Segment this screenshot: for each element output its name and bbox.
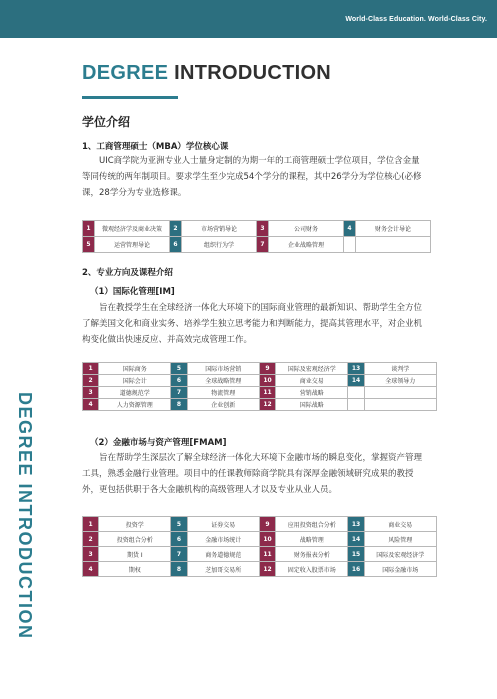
course-name: 商务道德规范 [187,547,259,562]
page-heading [82,62,331,85]
course-number: 6 [171,375,187,387]
course-name: 全球领导力 [364,375,436,387]
course-number: 8 [171,399,187,411]
course-name: 谈判学 [364,363,436,375]
course-name [356,237,431,253]
course-name: 芝加哥交易所 [187,562,259,577]
course-name: 商业交易 [364,517,436,532]
course-number: 5 [83,237,95,253]
course-name: 营销战略 [276,387,348,399]
course-number: 2 [83,532,99,547]
heading-word-introduction: INTRODUCTION [174,62,332,84]
course-name: 投资学 [99,517,171,532]
course-number: 7 [257,237,269,253]
course-name: 道德规范学 [99,387,171,399]
course-name: 国际及宏观经济学 [364,547,436,562]
course-name: 财务会计导论 [356,221,431,237]
mba-subtitle: 1、工商管理硕士（MBA）学位核心课 [82,142,229,152]
header-bar [0,0,497,38]
course-number: 4 [344,221,356,237]
course-name: 投资组合分析 [99,532,171,547]
mba-core-course-table [82,220,431,253]
course-number: 10 [259,532,275,547]
course-name: 战略管理 [276,532,348,547]
course-number: 12 [259,562,275,577]
heading-word-degree: DEGREE [82,62,169,84]
course-number: 1 [83,221,95,237]
course-name: 应用投资组合分析 [276,517,348,532]
fam-subtitle: （2）金融市场与资产管理[FMAM] [90,438,227,448]
course-number: 4 [83,562,99,577]
course-row [83,532,437,547]
course-name [364,399,436,411]
course-number: 15 [348,547,364,562]
course-row [83,562,437,577]
course-row [83,221,431,237]
course-number: 6 [171,532,187,547]
course-row [83,399,437,411]
course-name: 企业战略管理 [269,237,344,253]
course-name [364,387,436,399]
im-subtitle: （1）国际化管理[IM] [90,287,175,297]
directions-subtitle: 2、专业方向及课程介绍 [82,268,173,278]
course-name: 商业交易 [276,375,348,387]
course-name: 证券交易 [187,517,259,532]
course-number: 11 [259,387,275,399]
course-number: 3 [83,547,99,562]
course-row [83,517,437,532]
course-name: 金融市场统计 [187,532,259,547]
course-name: 企业创新 [187,399,259,411]
course-name: 物流管理 [187,387,259,399]
course-number: 14 [348,532,364,547]
course-row [83,237,431,253]
course-number: 10 [259,375,275,387]
course-number: 6 [170,237,182,253]
course-row [83,547,437,562]
course-name: 组织行为学 [182,237,257,253]
mba-paragraph: UIC商学院为亚洲专业人士量身定制的为期一年的工商管理硕士学位项目，学位含金量等同传统的两年制项目。要求学生至少完成54个学分的课程，其中26学分为学位核心(必修课，28学分为专业选修课。 [82,156,422,198]
course-name: 国际战略 [276,399,348,411]
course-name: 公司财务 [269,221,344,237]
course-name: 财务报表分析 [276,547,348,562]
course-number: 16 [348,562,364,577]
course-name: 期货 I [99,547,171,562]
course-name: 国际商务 [99,363,171,375]
im-course-table [82,362,437,411]
course-number: 1 [83,517,99,532]
course-number: 13 [348,363,364,375]
fam-paragraph: 旨在帮助学生深层次了解全球经济一体化大环境下金融市场的瞬息变化，掌握资产管理工具，熟悉金融行业管理。项目中的任课教师除商学院具有深厚金融领域研究成果的教授外，更包括供职于各大金融机构的高级管理人才以及专业从业人员。 [82,453,423,495]
course-row [83,363,437,375]
course-number: 5 [171,363,187,375]
course-number: 4 [83,399,99,411]
course-name: 国际市场营销 [187,363,259,375]
course-number [348,387,364,399]
course-number: 2 [170,221,182,237]
course-number: 3 [257,221,269,237]
course-number: 1 [83,363,99,375]
tagline: World-Class Education. World-Class City. [345,16,487,23]
course-name: 期权 [99,562,171,577]
course-name: 运营管理导论 [95,237,170,253]
section-title: 学位介绍 [82,115,131,129]
course-number [348,399,364,411]
course-number: 2 [83,375,99,387]
course-number: 9 [259,517,275,532]
course-row [83,387,437,399]
course-name: 人力资源管理 [99,399,171,411]
vertical-side-title: DEGREE INTRODUCTION [15,392,35,640]
course-number: 3 [83,387,99,399]
im-paragraph: 旨在教授学生在全球经济一体化大环境下的国际商业管理的最新知识、帮助学生全方位了解美国文化和商业实务、培养学生独立思考能力和判断能力，提高其管理水平，对企业机构变化做出快速反应、并高效完成管理工作。 [82,303,423,345]
course-number: 5 [171,517,187,532]
course-number: 13 [348,517,364,532]
course-number: 11 [259,547,275,562]
course-number: 9 [259,363,275,375]
course-name: 固定收入股票市场 [276,562,348,577]
course-number [344,237,356,253]
course-number: 7 [171,387,187,399]
course-number: 14 [348,375,364,387]
course-number: 12 [259,399,275,411]
heading-underline [82,96,178,99]
course-name: 市场营销导论 [182,221,257,237]
course-row [83,375,437,387]
course-name: 全球战略管理 [187,375,259,387]
course-name: 微观经济学及商业决策 [95,221,170,237]
fam-course-table [82,516,437,577]
course-name: 国际及宏观经济学 [276,363,348,375]
course-number: 8 [171,562,187,577]
course-number: 7 [171,547,187,562]
course-name: 国际金融市场 [364,562,436,577]
course-name: 国际会计 [99,375,171,387]
course-name: 风险管理 [364,532,436,547]
